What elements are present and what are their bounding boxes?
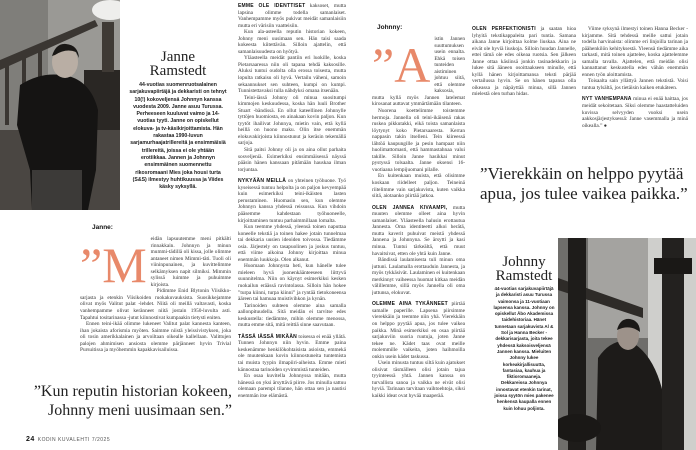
column-paragraph: [582, 96, 688, 129]
column-paragraph: istin Jannen suuttumuksen usein ennalta. Ehkä toisen tunteiden aistiminen johtuu siitä, että olemme kaksosia, mutta kyllä myös Jannen latelemat kirosanat auttavat ymmärtämään tilanteen.: [372, 36, 465, 108]
johnny-column-3: [582, 26, 688, 154]
johnny-portrait-photo: [558, 238, 696, 450]
janne-name-last: Ramstedt: [149, 63, 207, 79]
column-paragraph: En kuitenkaan muista, että olisimme koskaan riidelleet paljon. Teineinä riitelimme vain sarjakuvista, kuten vaikka siitä, aiotaanko piirtää jatkoa.: [372, 173, 465, 200]
johnny-caption: [493, 255, 555, 412]
paragraph-text: toisessa ei enää yllätä. Tunnen Johnnyn niin hyvin. Emme paina keskenämme henkilökohtaisista asioista, emmekä ole muutenkaan kovin kiinnostuneita tuntemista tai muista tyypin ilmapiiri-aiheista. Emme mieti kännostaa tarinoiden syvimmistä tunteiden.: [238, 333, 346, 373]
column-paragraph: [372, 205, 465, 257]
drop-quote-mark: ”: [372, 37, 395, 93]
paragraph-lead: EMME OLE IDENTTISET: [238, 3, 306, 9]
column-paragraph: Huomaan Johnnysta heti, kun hänelle tulee mieleen hyvä juonenkäänteeseen liittyvä suunnitelma. Niin on käynyt esimerkiksi kesken ruokailun eräässä ravintolassa. Silloin hän hokee ”turpa kiinni, turpa kiinni” ja ryntää tietokoneensa ääreen tai hamuaa muistivihkon ja kynän.: [238, 263, 346, 303]
janne-bio: 44-vuotias suomenruotsalainen sarjakuvapiirtäjä ja dekkaristi on tehnyt 10(!) kokoveljensä Johnnyn kanssa vuodesta 2009. Janne asuu Turussa. Perheeseen kuuluvat vaimo ja 14-vuotias tyyti. Janne on opiskellut elokuva- ja tv-käsikirjoittamista. Hän rakastaa 1990-luvun sarjamurhaajatrillereitä ja ensimmäisiä trillereitä, joissa ei ole yhtään erotiikkaa. Jannen ja Johnnyn ensimmäinen suomennettu rikosromaani Mies joka housi turta (S&S) ilmestyy huhtikuussa ja Viides käsky syksyllä.: [129, 82, 227, 191]
paragraph-lead: OLEN PERFEKTIONISTI: [472, 26, 536, 32]
pull-quote-right: ”Vierekkäin on helppo pyytää apua, jos tulee vaikea paikka.”: [480, 164, 688, 203]
column-paragraph: Kun teemme yhdessä, yleensä toinen naputtaa koneelle tekstiä ja toinen hakee jotain tunnelmaa tai dekkaria uusien ideoiden toivossa. Tiedämme osia. Järjestely on tasapuolinen ja joskus tuntuu, että viime aikoina Johnny kirjoittaa minua enemmän luukkoja. Olen alkanut.: [238, 224, 346, 263]
column-paragraph: [238, 334, 346, 373]
speaker-label-johnny: Johnny:: [377, 24, 403, 31]
column-paragraph: Tarinoiden suhteen olemme aina samalla aallonpituudella. Sitä meidän ei tarvitse edes keskustella: tiedämme, mihin olemme menossa, mutta emme sitä, mitä reittiä sinne saavutaan.: [238, 302, 346, 329]
janne-photo-illustration: [0, 0, 120, 210]
column-paragraph: [472, 26, 576, 98]
paragraph-lead: OLEN JANNEA KIVAAMPI,: [372, 204, 448, 211]
intro-paragraph: Ennen teini-ikää olimme lukeneet Valitut palat kannesta kanteen, ihan jokaista aforismia myöten. Saimme niistä yleissivistyksen, joka oli tosin amerikkalainen ja arvoiltaan oikealle kallellaan. Valittujen palojen ahmimisen ansiosta olemme pärjänneet hyvin Trivial Pursuitissa ja myöhemmin kapakkavisailuissa.: [80, 321, 231, 354]
paragraph-text: mutta muuten olemme olleet aina hyvin samanlaiset. Yläasteella halusin erottautua Jannesta. Oma identiteetti alkoi herätä, mutta kaverit puhuivat meistä yhdessä Jannena ja Johnnyna. Se ärsytti ja kasi minua. Tuntui tärkeältä, että muut havaitsivat, etten ole yhtä kuin Janne.: [372, 204, 465, 257]
column-paragraph: Toisaalta sain yllättyä Jannen tekstistä. Voisi tuntua tylsältä, jos tietäisin kaiken etukäteen.: [582, 78, 688, 91]
drop-cap-letter: M: [102, 237, 147, 293]
johnny-name-last: Ramstedt: [495, 268, 553, 284]
column-paragraph: [372, 301, 465, 360]
column-paragraph: [238, 3, 346, 29]
johnny-photo-illustration: [558, 238, 696, 450]
johnny-column-1: [372, 36, 465, 448]
paragraph-text: minua ei enää haittaa, jos meidät sekoitetaan. Siksi olemme haastatteluiden kuvissa selvyyden vuoksi usein aakkosjärjestyksessä: Janne vasemmalla ja minä oikealla.” ●: [582, 96, 688, 129]
column-paragraph: Bändissä laulamisesta tuli minun oma juttuni. Laulamalla erottauduin Jannesta, ja myös tykkäsivät. Laulaminen ei kuitenkaan merkinnyt vaiheessa huomat kitkaa meidän välillemme, sillä myös Jannella oli oma juttunsa, elokuvat.: [372, 257, 465, 296]
pull-quote-left: ”Kun reputin historian kokeen, Johnny meni uusimaan sen.”: [33, 383, 232, 419]
drop-cap-a: [372, 37, 431, 93]
drop-cap-m: [80, 237, 147, 293]
page-footer: [26, 436, 110, 443]
column-paragraph: [238, 178, 346, 224]
paragraph-lead: NYT VANHEMPANA: [582, 96, 632, 103]
column-paragraph: En osaa kuvitella Johnnyssa mitään, mutta hänessä on yksi ärsyttävä piirre. Jos minulla sattuu olemaan parempi tilanne, hän ottaa sen ja nautisi enemmän itse elämästä.: [238, 373, 346, 399]
paragraph-lead: OLEMME AINA TYKÄNNEET: [372, 301, 448, 308]
column-paragraph: Usein minusta tuntuu siltä kuin ajatukset olisivat täsmälleen olisi jotain tajua tyyinteessä yhtä. Jannen kanssa on turvallista sanoa ja vaikka ne eivät olisi hyviä. Tarinaan tarvitaan vaihtoehtoja, siksi kaikki ideat ovat hyvää maaperää.: [372, 360, 465, 399]
johnny-column-2: [472, 26, 576, 154]
paragraph-lead: NYKYÄÄN MEILLÄ: [238, 178, 287, 185]
magazine-issue: KODIN KUVALEHTI 7/2025: [37, 437, 111, 443]
page-number: 24: [26, 436, 35, 443]
janne-caption: [123, 50, 233, 191]
janne-portrait-photo: [0, 0, 120, 210]
janne-intro-text: [80, 236, 231, 354]
drop-cap-letter: A: [394, 37, 431, 93]
paragraph-text: kaksoset, mutta lapsina olimme todella samanlaiset. Vanhempamme myös pukivat meidät samanlaisiin mutta eri värisiin vaatteisiin.: [238, 3, 346, 29]
column-paragraph: Nuorena koettelimme toistemme hermoja. Jannella oli teini-ikäisenä rakas ruskea pikkutakki, eikä toista samanlaista löytynyt koko Pietarsaaresta. Kerran nappasin takin itselleni. Tein kiireessä lähtöä kaupungille ja pesin hampaat niin huolimattomasti, että hammastahnaa valui takille. Silloin Janne hasikkai minut pystyssä tolsaalta. Janne oksensi 16-vuotiaana lempijuomani pilalle.: [372, 108, 465, 173]
drop-quote-mark: ”: [80, 237, 103, 293]
column-paragraph: Teini-iässä Johnny oli minua suositumpi kimmojen keskuudessa, koska hän luuli Brother Stuart -bändissä. En ollut kateellinen Johnnylle tyttöjen huomiosta, en ainakaan kovin paljon. Kun tyytöt ihailivat Johnnya, mietin vain, että kyllä heillä on huono maku. Olin itse enemmän elokuvakirjoista kiinnostunut ja keräsin tekemällä sarjoja.: [238, 94, 346, 147]
column-paragraph: Yläasteella meidät pantiin eri luokille, koska Pietarsaaressa niin oli tapana tehdä kaksosille. Aluksi tuntui oudolta olla erossa toisesta, mutta lopulta ratkaisu oli hyvä. Vertailu väheni, samoin sekaannukset sen suhteen, kumpi on kumpi. Tunnistettavaksi tulla nähdyksi omana itsenään.: [238, 55, 346, 95]
column-paragraph: Kun ala-asteella reputin historian kokeen, Johnny meni uusimaan sen. Hän taisi saada kokeesta kiitettävän. Silloin ajattelin, että samanlaisuudesta on hyötyä.: [238, 29, 346, 55]
speaker-label-janne: Janne:: [92, 224, 113, 231]
janne-column-text: [238, 3, 346, 448]
johnny-name-first: Johnny: [502, 254, 546, 270]
paragraph-text: on yhteinen työhuone. Työ kyseisessä tuntuu helpolta ja on paljon kevyempää kuin esimerkiksi teini-ikäisten lasten perustaminen. Huomasin sen, kun olemme Johnnyn kanssa yhdessä reissussa. Kun vihdoin pääsemme kahdestaan työhuoneelle, kirjoittaminen tuntuu parhaimmillaan lomalta.: [238, 178, 346, 224]
paragraph-text: piirtää samalle paperille. Lapsena piirsimme vierekkäin ja teemme niin yhä. Vierekkäin on helppo pyytää apua, jos tulee vaikea paikka. Minä esimerkiksi en osaa piirtää sarjakuviin suoria ruutuja, joten Janne tekee ne. Kädet taas ovat meille molemmille vaikeita, joten haihmoilla onkin usein kädet taskussa.: [372, 301, 465, 360]
intro-paragraph: eidän lapsuutemme meni pitkälti rinnakkain. Johnnyn ja minun mummi-tädillä oli kissa, jolle olimme antaneet nimen Mimmi-täti. Tuoli oli viininpunainen, ja kuvittelimme selkämyksen napit silmiksi. Mimmin sylissä luimme ja puhuimme kirjoista.: [150, 236, 231, 288]
column-paragraph: Sitä paitsi Johnny oli ja on aina ollut parhaita sosveljeniä. Esimerkiksi ensimmäisessä näyssä pääsin hänen kanssaan pitämään hauskaa ilman torjuntaa.: [238, 147, 346, 173]
janne-name-first: Janne: [160, 49, 196, 65]
johnny-bio: 44-vuotias sarjakuvapiirtäjä ja dekkaristi asuu Turussa vaimonsa ja 11-vuotiaan lapsensa kanssa. Johnny on opiskellut Åbo Akademissa taidehistoriaa. Hänet tunnetaan sarjakuvista Al & Sol ja Hanna Becker -dekkarisarjasta, joita tekee yhdessä kaksoisveljensä Jannen kanssa. Mieluiten Johnny lukee korkeakirjallisuutta, fantasiaa, kauhua ja fiktioromaaneja. Dekkareissa Johnnya innostavat etenkin tarinat, joissa syytön mies pakenee henkensä kaupalla ennen kuin lohuu poljinta.: [493, 286, 555, 411]
column-paragraph: Viime syksynä ilmestyi toinen Hanna Becker -kirjamme. Sitä tehdessä meille sattui jotain todella harvinaista: olimme eri linjoilla tarinan ja päähenkilön kehityksestä. Yleensä tiedämme aika tarkasti, mitä toinen ajattelee, koska ajattelemme samalla tavalla. Ajattelen, että meidän olisi kannattanut keskustella edes vähän enemmän ennen työn aloittamista.: [582, 26, 688, 78]
paragraph-text: ja saatan hioa lyhyitä tekstikappaleita pari tuntia. Samana aikana Janne kirjoittaa kolme liuskaa. Aina ne eivät ole hyviä liuskoja. Silloin huudan Jannelle, ettei tämä ole edes oikeaa ruotsia. Sen jälkeen Janne ottaa käsiinsä jonkin tasinadekkarin ja lukee sitä ääneen osoittaakseen minulle, että kyllä hänen kirjoittamansa teksti pärjää vertailussa hyvin. Se on hänen tapansa olla oikeassa ja näpäyttää minua, sillä Jannen mielestä olen turhan hidas.: [472, 26, 576, 98]
intro-paragraph: Pidimme Enid Blytonin Viisikko-sarjasta ja etenkin Viisikoiden ruokakuvauksista. Suosikkejamme olivat myös Valitut palat -lehdet. Niitä oli meillä valtavasti, koska vanhempamme olivat keränneet niitä jostain 1950-luvulta asti. Tapahtui tositarinassa -jutut kiinnostivat kumpaakin tietysti eniten.: [80, 288, 231, 321]
paragraph-lead: TÄSSÄ IÄSSÄ MIKÄÄN: [238, 333, 297, 340]
